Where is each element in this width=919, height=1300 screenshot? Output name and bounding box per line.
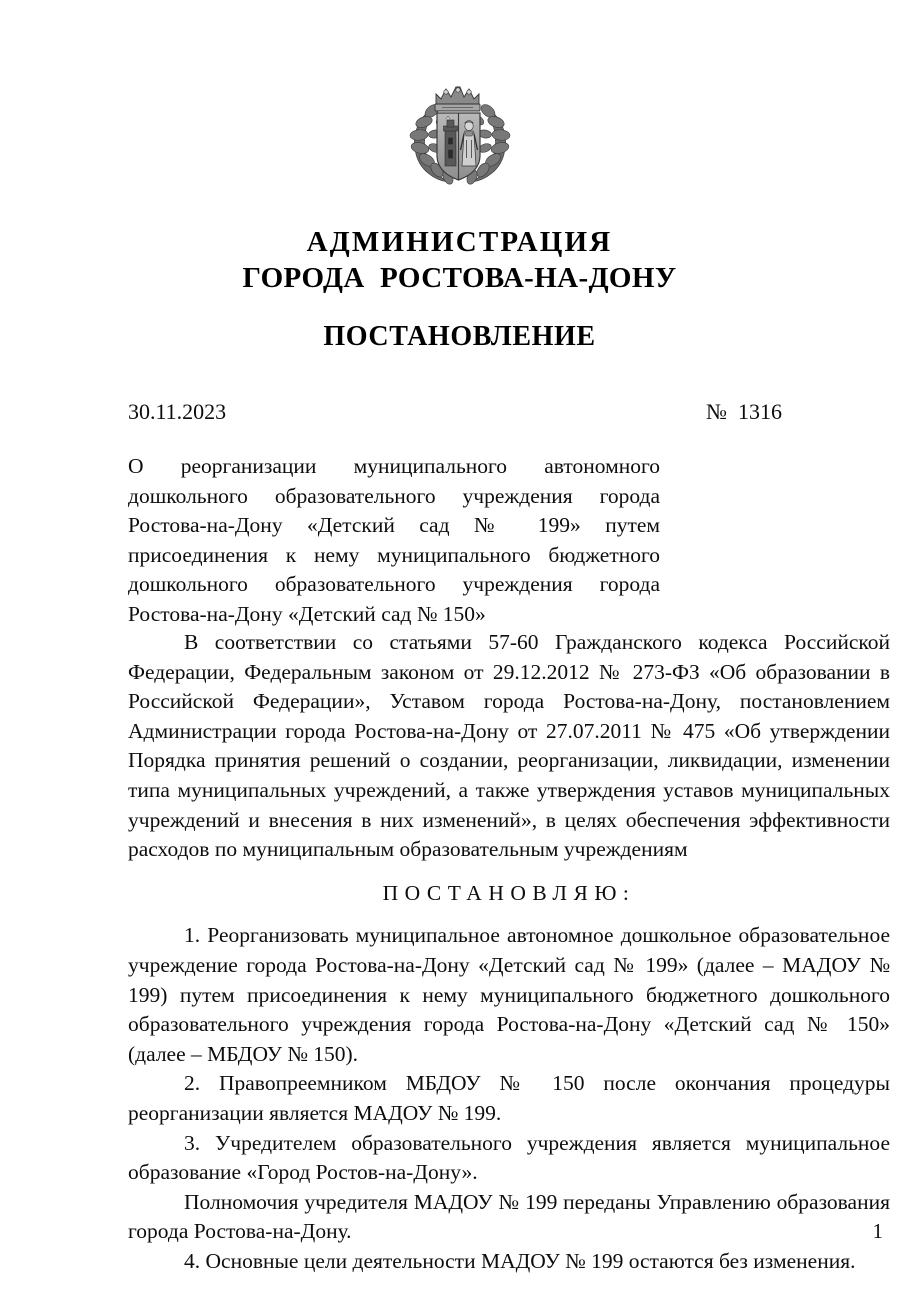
preamble-paragraph: В соответствии со статьями 57-60 Гражданского кодекса Российской Федерации, Федеральным законом от 29.12.2012 № 273-ФЗ «Об образовании в Российской Федерации», Уставом города Ростова-на-Дону, постановлением Администрации города Ростова-на-Дону от 27.07.2011 № 475 «Об утверждении Порядка принятия решений о создании, реорганизации, ликвидации, изменении типа муниципальных учреждений, а также утверждения уставов муниципальных учреждений и внесения в них изменений», в целях обеспечения эффективности расходов по муниципальным образовательным учреждениям xyxy=(128,630,890,862)
page-number: 1 xyxy=(872,1219,883,1243)
coat-of-arms-emblem xyxy=(0,78,919,190)
org-title-line-1: АДМИНИСТРАЦИЯ xyxy=(306,226,613,258)
shield xyxy=(437,113,480,180)
resolve-heading: ПОСТАНОВЛЯЮ: xyxy=(382,880,636,905)
document-type-heading: ПОСТАНОВЛЕНИЕ xyxy=(323,321,596,352)
document-body xyxy=(128,628,890,1276)
clause-item-1: 1. Реорганизовать муниципальное автономное дошкольное образовательное учреждение города Ростова-на-Дону «Детский сад № 199» (далее – МАДОУ № 199) путем присоединения к нему муниципального бюджетного дошкольного образовательного учреждения города Ростова-на-Дону «Детский сад № 150» (далее – МБДОУ № 150). xyxy=(128,923,890,1066)
document-date: 30.11.2023 xyxy=(128,399,227,424)
org-title-line-2: ГОРОДА РОСТОВА-НА-ДОНУ xyxy=(242,262,677,294)
clause-item-3-continuation: Полномочия учредителя МАДОУ № 199 переданы Управлению образования города Ростова-на-Дону. xyxy=(128,1189,890,1244)
crown xyxy=(435,87,480,111)
document-subject xyxy=(128,452,660,629)
clause-item-4: 4. Основные цели деятельности МАДОУ № 199 остаются без изменения. xyxy=(184,1248,856,1273)
clause-item-3: 3. Учредителем образовательного учреждения является муниципальное образование «Город Ростов-на-Дону». xyxy=(128,1130,890,1185)
organization-title xyxy=(0,224,919,296)
document-meta-row xyxy=(128,398,890,426)
document-number: № 1316 xyxy=(706,399,782,424)
clause-item-2: 2. Правопреемником МБДОУ № 150 после окончания процедуры реорганизации является МАДОУ № 199. xyxy=(128,1071,890,1125)
document-subject-text: О реорганизации муниципального автономного дошкольного образовательного учреждения города Ростова-на-Дону «Детский сад № 199» путем присоединения к нему муниципального бюджетного дошкольного образовательного учреждения города Ростова-на-Дону «Детский сад № 150» xyxy=(128,454,660,626)
